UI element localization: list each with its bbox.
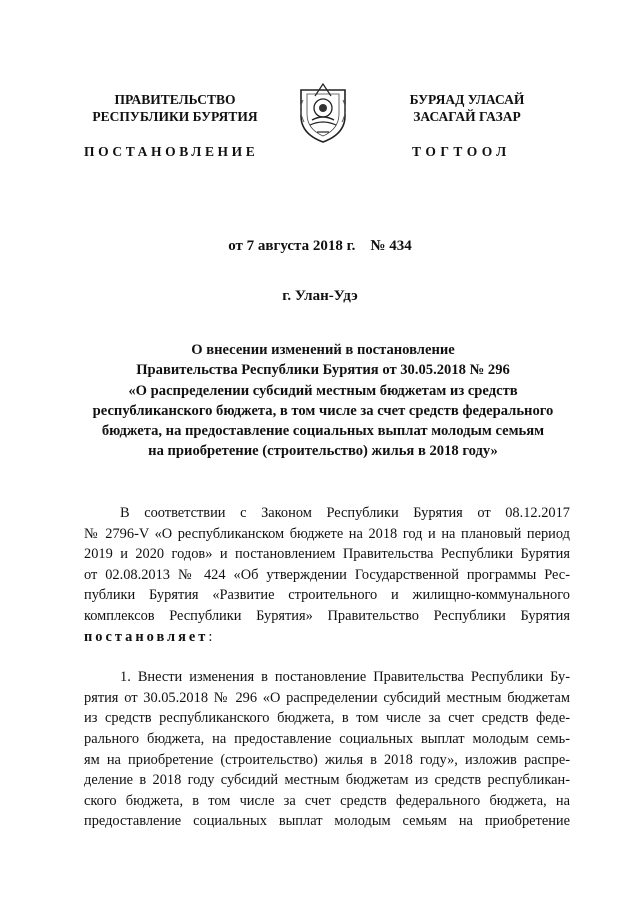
body-line: № 2796-V «О республиканском бюджете на 2018 год и на плановый период <box>84 525 570 542</box>
header-right-line2: ЗАСАГАЙ ГАЗАР <box>413 109 521 124</box>
header-left-line2: РЕСПУБЛИКИ БУРЯТИЯ <box>92 109 258 124</box>
header-right-line1: БУРЯАД УЛАСАЙ <box>409 92 525 107</box>
body-line: комплексов Республики Бурятия» Правительство Республики Бурятия <box>84 607 570 624</box>
resolves-line <box>84 627 570 648</box>
title-line: О внесении изменений в постановление <box>191 342 455 358</box>
body-line: 2019 и 2020 годов» и постановлением Правительства Республики Бурятия <box>84 546 570 563</box>
body-line: предоставление социальных выплат молодым семьям на приобретение <box>84 813 570 830</box>
document-body <box>84 503 570 832</box>
body-line: деление в 2018 году субсидий местным бюджетам из средств республикан- <box>84 772 570 789</box>
header-left-line1: ПРАВИТЕЛЬСТВО <box>114 92 236 107</box>
document-kind-ru: ПОСТАНОВЛЕНИЕ <box>84 144 259 159</box>
title-line: «О распределении субсидий местным бюджетам из средств <box>128 382 518 399</box>
body-line: В соответствии с Законом Республики Бурятия от 08.12.2017 <box>120 505 570 521</box>
body-line: рятия от 30.05.2018 № 296 «О распределении субсидий местным бюджетам <box>84 689 570 706</box>
title-line: на приобретение (строительство) жилья в 2018 году» <box>148 443 498 460</box>
resolves-colon: : <box>208 628 213 645</box>
resolves-word: постановляет <box>84 628 209 645</box>
body-line: ям на приобретение (строительство) жилья в 2018 году», изложив распре- <box>84 751 570 768</box>
title-line: республиканского бюджета, в том числе за счет средств федерального <box>92 402 554 419</box>
title-line: Правительства Республики Бурятия от 30.05.2018 № 296 <box>136 362 510 379</box>
body-line: рального бюджета, на предоставление социальных выплат молодым семь- <box>84 730 570 747</box>
title-line: бюджета, на предоставление социальных выплат молодым семьям <box>101 423 545 440</box>
coat-of-arms-emblem <box>295 80 351 144</box>
header-right-block <box>372 91 562 125</box>
document-title <box>80 340 566 462</box>
preamble-paragraph <box>84 503 570 647</box>
body-line: публики Бурятия «Развитие строительного и жилищно-коммунального <box>84 587 570 604</box>
header-left-block <box>70 91 280 125</box>
date-number-text: от 7 августа 2018 г. № 434 <box>228 238 412 254</box>
body-line: ского бюджета, в том числе за счет средств федерального бюджета, на <box>84 792 570 809</box>
body-line: от 02.08.2013 № 424 «Об утверждении Государственной программы Рес- <box>84 566 570 583</box>
document-date-number <box>0 238 640 255</box>
item-1-paragraph <box>84 667 570 832</box>
body-line: 1. Внести изменения в постановление Правительства Республики Бу- <box>120 669 570 686</box>
document-city: г. Улан-Удэ <box>282 288 358 304</box>
document-kind-bua: ТОГТООЛ <box>412 144 511 159</box>
body-line: из средств республиканского бюджета, в том числе за счет средств феде- <box>84 710 570 727</box>
